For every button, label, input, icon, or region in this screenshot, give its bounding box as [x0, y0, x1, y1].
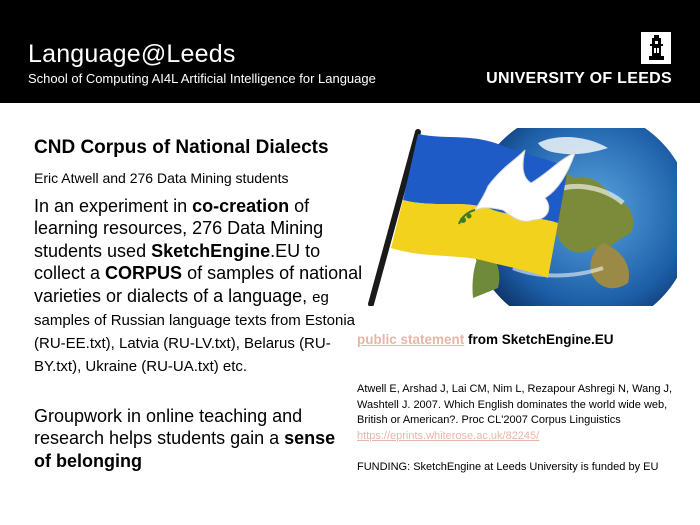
reference-link[interactable]: https://eprints.whiterose.ac.uk/82245/	[357, 429, 540, 442]
brand-title: Language@Leeds	[28, 40, 236, 68]
statement-line	[357, 332, 614, 347]
body-paragraph	[34, 195, 364, 377]
slide-authors: Eric Atwell and 276 Data Mining students	[34, 170, 289, 186]
university-name: UNIVERSITY OF LEEDS	[486, 70, 672, 87]
body-text-4: of samples of national varieties or dialects of a language,	[34, 263, 363, 306]
brand-subtitle: School of Computing AI4L Artificial Intelligence for Language	[28, 71, 376, 86]
body-bold-1: co-creation	[192, 196, 290, 216]
body-examples: eg samples of Russian language texts from Estonia (RU-EE.txt), Latvia (RU-LV.txt), Belarus (RU-BY.txt), Ukraine (RU-UA.txt) etc.	[34, 288, 355, 375]
groupwork-bold: sense of belonging	[34, 428, 336, 471]
public-statement-link[interactable]: public statement	[357, 332, 465, 347]
ukraine-flag-dove-globe-icon	[363, 128, 677, 306]
university-tower-icon	[641, 32, 671, 64]
groupwork-text: Groupwork in online teaching and research helps students gain a	[34, 406, 303, 449]
statement-text: from SketchEngine.EU	[464, 332, 614, 347]
reference-citation	[357, 382, 687, 444]
groupwork-paragraph	[34, 405, 354, 472]
body-text-3: .EU to collect a	[34, 240, 321, 284]
body-bold-2: SketchEngine	[151, 240, 271, 261]
body-text-1: In an experiment in	[34, 196, 193, 216]
body-bold-3: CORPUS	[105, 263, 183, 284]
slide-title: CND Corpus of National Dialects	[34, 137, 329, 158]
funding-note: FUNDING: SketchEngine at Leeds University is funded by EU	[357, 461, 659, 473]
body-text-2: of learning resources, 276 Data Mining students used	[34, 196, 324, 261]
reference-text: Atwell E, Arshad J, Lai CM, Nim L, Rezapour Ashregi N, Wang J, Washtell J. 2007. Which English dominates the world wide web, British or American?. Proc CL'2007 Corpus Linguistics	[357, 383, 673, 426]
header-banner	[0, 0, 700, 103]
